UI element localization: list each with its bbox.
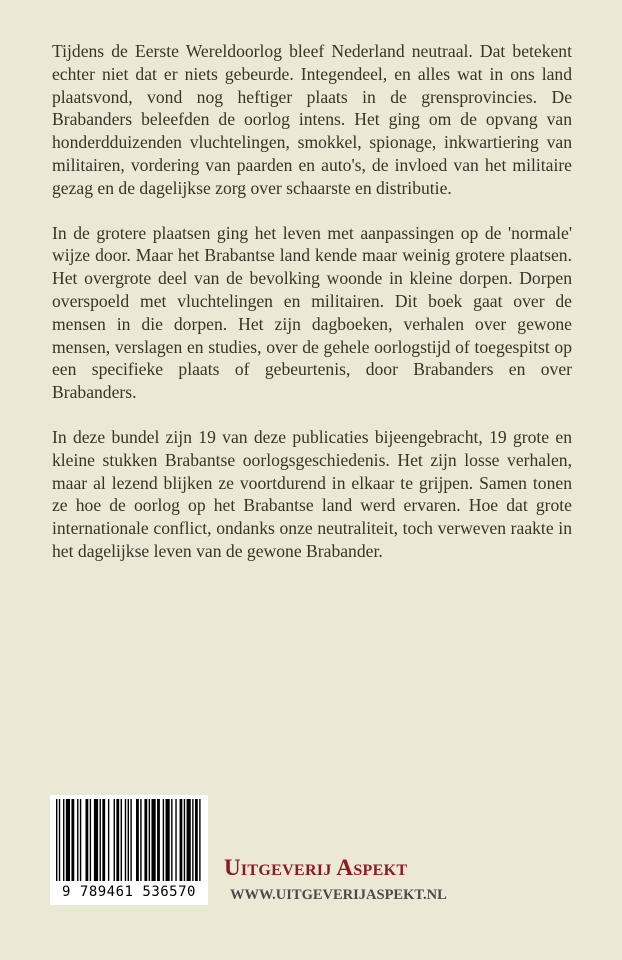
blurb-paragraph-3: In deze bundel zijn 19 van deze publicaties bijeengebracht, 19 grote en kleine stukken Brabantse oorlogsgeschiedenis. Het zijn losse verhalen, maar al lezend blijken ze voortdurend in elkaar te grijpen. Samen tonen ze hoe de oorlog op het Brabantse land werd ervaren. Hoe dat grote internationale conflict, ondanks onze neutraliteit, toch verweven raakte in het dagelijkse leven van de gewone Brabander. xyxy=(52,426,572,561)
blurb-text xyxy=(52,40,572,585)
barcode-bar xyxy=(166,799,170,885)
barcode-bar xyxy=(180,799,183,885)
blurb-paragraph-1: Tijdens de Eerste Wereldoorlog bleef Nederland neutraal. Dat betekent echter niet dat er niets gebeurde. Integendeel, en alles wat in ons land plaatsvond, vond nog heftiger plaats in de grensprovincies. De Brabanders beleefden de oorlog intens. Het ging om de opvang van honderdduizenden vluchtelingen, smokkel, spionage, inkwartiering van militairen, vordering van paarden en auto's, de invloed van het militaire gezag en de dagelijkse zorg over schaarste en distributie. xyxy=(52,41,572,198)
barcode-bar xyxy=(85,799,88,885)
barcode-bar xyxy=(100,799,101,885)
barcode-bar xyxy=(136,799,139,885)
barcode-bar xyxy=(144,799,147,885)
barcode-bar xyxy=(71,799,74,885)
barcode-bar xyxy=(63,799,64,885)
isbn-barcode xyxy=(50,795,208,905)
barcode-bar xyxy=(151,799,155,885)
barcode-bar xyxy=(130,799,131,885)
barcode-bar xyxy=(56,799,57,885)
barcode-bar xyxy=(108,799,109,885)
barcode-bar xyxy=(94,799,98,885)
barcode-bar xyxy=(184,799,185,885)
barcode-bar xyxy=(128,799,129,885)
barcode-bars xyxy=(56,799,202,885)
barcode-bar xyxy=(102,799,105,885)
barcode-bar xyxy=(140,799,141,885)
barcode-bar xyxy=(163,799,164,885)
barcode-bar xyxy=(116,799,119,885)
barcode-bar xyxy=(171,799,172,885)
barcode-bar xyxy=(59,799,60,885)
barcode-bar xyxy=(157,799,160,885)
barcode-bar xyxy=(125,799,126,885)
barcode-bar xyxy=(121,799,122,885)
barcode-bar xyxy=(195,799,198,885)
barcode-bar xyxy=(114,799,115,885)
barcode-bar xyxy=(175,799,176,885)
publisher-url: WWW.UITGEVERIJASPEKT.NL xyxy=(230,887,447,903)
barcode-bar xyxy=(199,799,200,885)
barcode-bar xyxy=(192,799,193,885)
blurb-paragraph-2: In de grotere plaatsen ging het leven met aanpassingen op de 'normale' wijze door. Maar het Brabantse land kende maar weinig grotere plaatsen. Het overgrote deel van de bevolking woonde in kleine dorpen. Dorpen overspoeld met vluchtelingen en militairen. Dit boek gaat over de mensen in die dorpen. Het zijn dagboeken, verhalen over gewone mensen, verslagen en studies, over de gehele oorlogstijd of toegespitst op een specifieke plaats of gebeurtenis, door Brabanders en over Brabanders. xyxy=(52,222,572,403)
barcode-bar xyxy=(187,799,191,885)
barcode-bar xyxy=(77,799,78,885)
barcode-bar xyxy=(149,799,150,885)
publisher-name: Uitgeverij Aspekt xyxy=(224,855,408,880)
barcode-bar xyxy=(66,799,70,885)
barcode-bar xyxy=(80,799,81,885)
isbn-number: 9 789461 536570 xyxy=(52,881,206,903)
barcode-bar xyxy=(90,799,91,885)
